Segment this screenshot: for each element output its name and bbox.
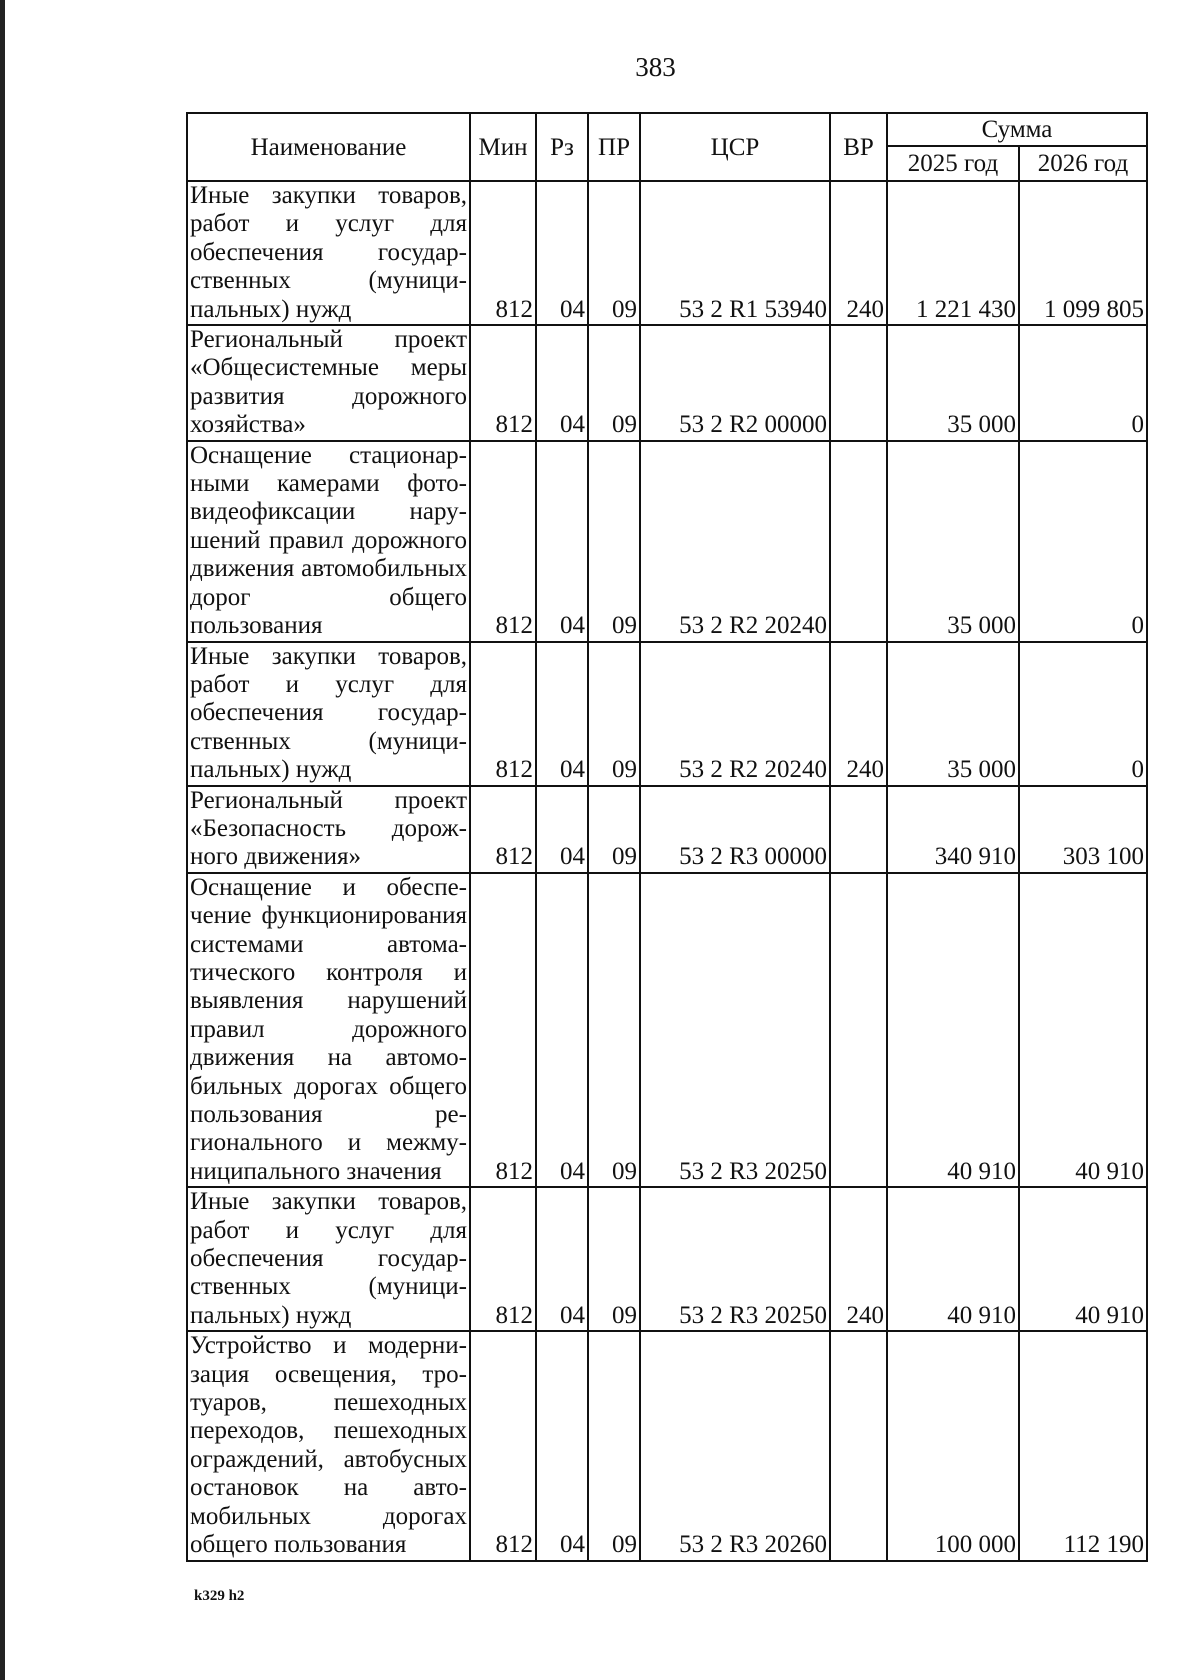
cell-sum-2025: 35 000 <box>887 325 1019 441</box>
cell-rz: 04 <box>536 642 588 786</box>
cell-csr: 53 2 R3 00000 <box>640 786 830 873</box>
cell-name: Региональный проект «Общесистемные меры развития дорожного хозяйства» <box>187 325 470 441</box>
table-row <box>187 786 1147 873</box>
cell-csr: 53 2 R2 20240 <box>640 642 830 786</box>
cell-pr: 09 <box>588 786 640 873</box>
page-edge <box>0 0 5 1680</box>
table-row <box>187 181 1147 325</box>
cell-sum-2026: 0 <box>1019 441 1147 642</box>
cell-csr: 53 2 R2 20240 <box>640 441 830 642</box>
cell-min: 812 <box>470 873 536 1187</box>
header-year-2026: 2026 год <box>1019 146 1147 181</box>
footer-code: k329 h2 <box>194 1588 245 1604</box>
cell-vr <box>830 441 887 642</box>
header-year-2025: 2025 год <box>887 146 1019 181</box>
cell-pr: 09 <box>588 325 640 441</box>
cell-pr: 09 <box>588 1187 640 1331</box>
table-row <box>187 642 1147 786</box>
cell-rz: 04 <box>536 181 588 325</box>
header-name: Наименование <box>187 113 470 181</box>
cell-pr: 09 <box>588 1331 640 1560</box>
cell-min: 812 <box>470 181 536 325</box>
cell-vr <box>830 1331 887 1560</box>
header-rz: Рз <box>536 113 588 181</box>
cell-rz: 04 <box>536 786 588 873</box>
cell-name: Иные закупки товаров, работ и услуг для обеспечения государственных (муниципальных) нужд <box>187 1187 470 1331</box>
cell-sum-2026: 40 910 <box>1019 1187 1147 1331</box>
table-row <box>187 1187 1147 1331</box>
header-min: Мин <box>470 113 536 181</box>
cell-sum-2025: 40 910 <box>887 873 1019 1187</box>
cell-csr: 53 2 R3 20250 <box>640 1187 830 1331</box>
table-row <box>187 325 1147 441</box>
cell-rz: 04 <box>536 1187 588 1331</box>
cell-sum-2025: 340 910 <box>887 786 1019 873</box>
table-row <box>187 441 1147 642</box>
cell-pr: 09 <box>588 873 640 1187</box>
header-sum: Сумма <box>887 113 1147 146</box>
cell-vr: 240 <box>830 642 887 786</box>
budget-table <box>186 112 1148 1562</box>
cell-name: Устройство и модернизация освещения, тротуаров, пешеходных переходов, пешеходных ограждений, автобусных остановок на автомобильных дорогах общего пользования <box>187 1331 470 1560</box>
cell-csr: 53 2 R2 00000 <box>640 325 830 441</box>
page-number: 383 <box>635 52 676 82</box>
cell-sum-2025: 35 000 <box>887 642 1019 786</box>
cell-sum-2026: 1 099 805 <box>1019 181 1147 325</box>
cell-pr: 09 <box>588 181 640 325</box>
cell-csr: 53 2 R3 20250 <box>640 873 830 1187</box>
cell-rz: 04 <box>536 1331 588 1560</box>
table-row <box>187 1331 1147 1560</box>
cell-sum-2026: 0 <box>1019 325 1147 441</box>
cell-csr: 53 2 R1 53940 <box>640 181 830 325</box>
cell-min: 812 <box>470 325 536 441</box>
cell-vr <box>830 325 887 441</box>
cell-min: 812 <box>470 1331 536 1560</box>
cell-pr: 09 <box>588 642 640 786</box>
cell-vr <box>830 873 887 1187</box>
cell-sum-2026: 40 910 <box>1019 873 1147 1187</box>
cell-csr: 53 2 R3 20260 <box>640 1331 830 1560</box>
table-row <box>187 873 1147 1187</box>
cell-vr: 240 <box>830 181 887 325</box>
cell-sum-2025: 100 000 <box>887 1331 1019 1560</box>
header-vr: ВР <box>830 113 887 181</box>
cell-rz: 04 <box>536 441 588 642</box>
cell-name: Иные закупки товаров, работ и услуг для обеспечения государственных (муниципальных) нужд <box>187 642 470 786</box>
cell-vr: 240 <box>830 1187 887 1331</box>
cell-sum-2026: 0 <box>1019 642 1147 786</box>
cell-sum-2025: 40 910 <box>887 1187 1019 1331</box>
cell-sum-2025: 35 000 <box>887 441 1019 642</box>
cell-rz: 04 <box>536 873 588 1187</box>
cell-vr <box>830 786 887 873</box>
cell-name: Оснащение стационарными камерами фото-видеофиксации нарушений правил дорожного движения автомобильных дорог общего пользования <box>187 441 470 642</box>
cell-name: Региональный проект «Безопасность дорожного движения» <box>187 786 470 873</box>
cell-name: Иные закупки товаров, работ и услуг для обеспечения государственных (муниципальных) нужд <box>187 181 470 325</box>
header-csr: ЦСР <box>640 113 830 181</box>
cell-min: 812 <box>470 642 536 786</box>
cell-sum-2026: 303 100 <box>1019 786 1147 873</box>
cell-sum-2026: 112 190 <box>1019 1331 1147 1560</box>
cell-min: 812 <box>470 786 536 873</box>
cell-sum-2025: 1 221 430 <box>887 181 1019 325</box>
cell-min: 812 <box>470 1187 536 1331</box>
cell-name: Оснащение и обеспечение функционирования системами автоматического контроля и выявления нарушений правил дорожного движения на автомобильных дорогах общего пользования регионального и межмуниципального значения <box>187 873 470 1187</box>
cell-min: 812 <box>470 441 536 642</box>
cell-pr: 09 <box>588 441 640 642</box>
header-pr: ПР <box>588 113 640 181</box>
cell-rz: 04 <box>536 325 588 441</box>
